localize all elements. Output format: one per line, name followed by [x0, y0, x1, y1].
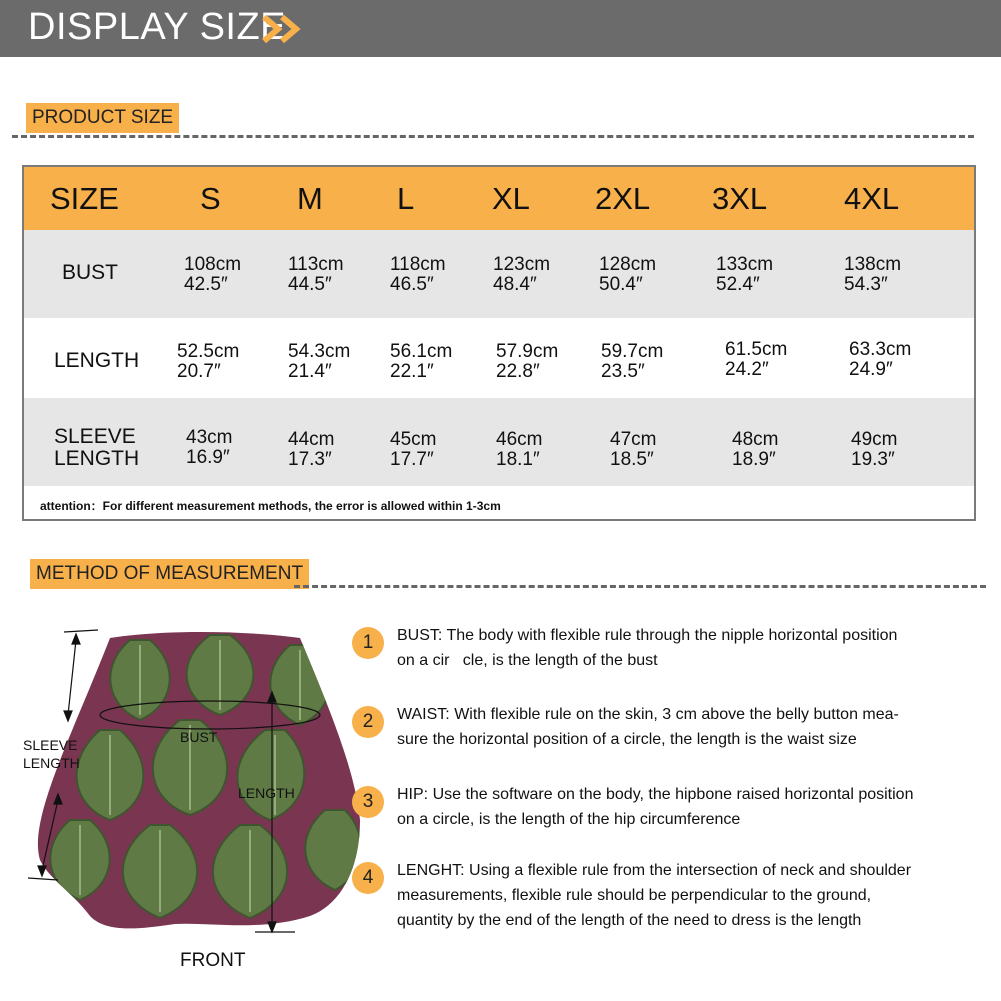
divider [12, 135, 974, 138]
table-cell: 46cm 18.1″ [496, 429, 543, 470]
table-row-sleeve-length [24, 398, 974, 486]
step-number-badge: 4 [352, 862, 384, 894]
table-cell: 128cm 50.4″ [599, 254, 657, 295]
size-column-header: L [397, 181, 415, 216]
table-cell: 138cm 54.3″ [844, 254, 902, 295]
table-cell: 118cm 46.5″ [390, 254, 446, 295]
page-header [0, 0, 1001, 57]
size-column-header: 4XL [844, 181, 900, 216]
table-cell: 108cm 42.5″ [184, 254, 242, 295]
table-cell: 44cm 17.3″ [288, 429, 335, 470]
row-label-length: LENGTH [54, 349, 140, 372]
table-cell: 63.3cm 24.9″ [849, 339, 912, 380]
table-cell: 59.7cm 23.5″ [601, 341, 664, 382]
product-size-label: PRODUCT SIZE [26, 103, 179, 133]
size-header: SIZE [50, 181, 119, 216]
size-column-header: XL [492, 181, 530, 216]
step-text: HIP: Use the software on the body, the hipbone raised horizontal position on a circle, is the length of the hip circumference [397, 786, 914, 828]
page-title: DISPLAY SIZE [28, 6, 287, 48]
double-chevron-right-icon [262, 14, 310, 44]
step-text: WAIST: With flexible rule on the skin, 3 cm above the belly button mea- sure the horizontal position of a circle, the length is the waist size [397, 706, 899, 748]
table-row-length [24, 318, 974, 398]
row-label-bust: BUST [62, 261, 119, 284]
table-cell: 54.3cm 21.4″ [288, 341, 351, 382]
garment-figure [10, 620, 360, 990]
length-label: LENGTH [238, 785, 295, 801]
sleeve-length-label-line2: LENGTH [23, 755, 80, 771]
divider [294, 585, 986, 588]
table-cell: 57.9cm 22.8″ [496, 341, 559, 382]
row-label-sleeve-length: SLEEVE LENGTH [54, 425, 140, 470]
size-column-header: M [297, 181, 323, 216]
table-cell: 49cm 19.3″ [851, 429, 898, 470]
size-column-header: 2XL [595, 181, 651, 216]
table-cell: 48cm 18.9″ [732, 429, 779, 470]
table-header-row [24, 167, 974, 230]
table-cell: 45cm 17.7″ [390, 429, 437, 470]
size-column-header: 3XL [712, 181, 768, 216]
front-label: FRONT [180, 950, 246, 971]
size-table [22, 165, 976, 521]
size-column-header: S [200, 181, 221, 216]
step-number-badge: 3 [352, 786, 384, 818]
step-number-badge: 2 [352, 706, 384, 738]
table-cell: 113cm 44.5″ [288, 254, 344, 295]
step-number-badge: 1 [352, 627, 384, 659]
table-cell: 61.5cm 24.2″ [725, 339, 788, 380]
attention-note: attention：For different measurement methods, the error is allowed within 1-3cm [40, 499, 501, 513]
table-cell: 52.5cm 20.7″ [177, 341, 240, 382]
table-cell: 123cm 48.4″ [493, 254, 551, 295]
step-text: BUST: The body with flexible rule through the nipple horizontal position on a cir cle, is the length of the bust [397, 627, 898, 669]
bust-label: BUST [180, 729, 218, 745]
table-cell: 56.1cm 22.1″ [390, 341, 453, 382]
step-text: LENGHT: Using a flexible rule from the intersection of neck and shoulder measurements, flexible rule should be perpendicular to the ground, quantity by the end of the length of the need to dress is the length [397, 862, 912, 929]
sleeve-length-label-line1: SLEEVE [23, 737, 78, 753]
table-cell: 47cm 18.5″ [610, 429, 657, 470]
table-cell: 133cm 52.4″ [716, 254, 774, 295]
table-cell: 43cm 16.9″ [186, 427, 233, 468]
table-row-bust [24, 230, 974, 318]
method-of-measurement-label: METHOD OF MEASUREMENT [30, 559, 309, 589]
